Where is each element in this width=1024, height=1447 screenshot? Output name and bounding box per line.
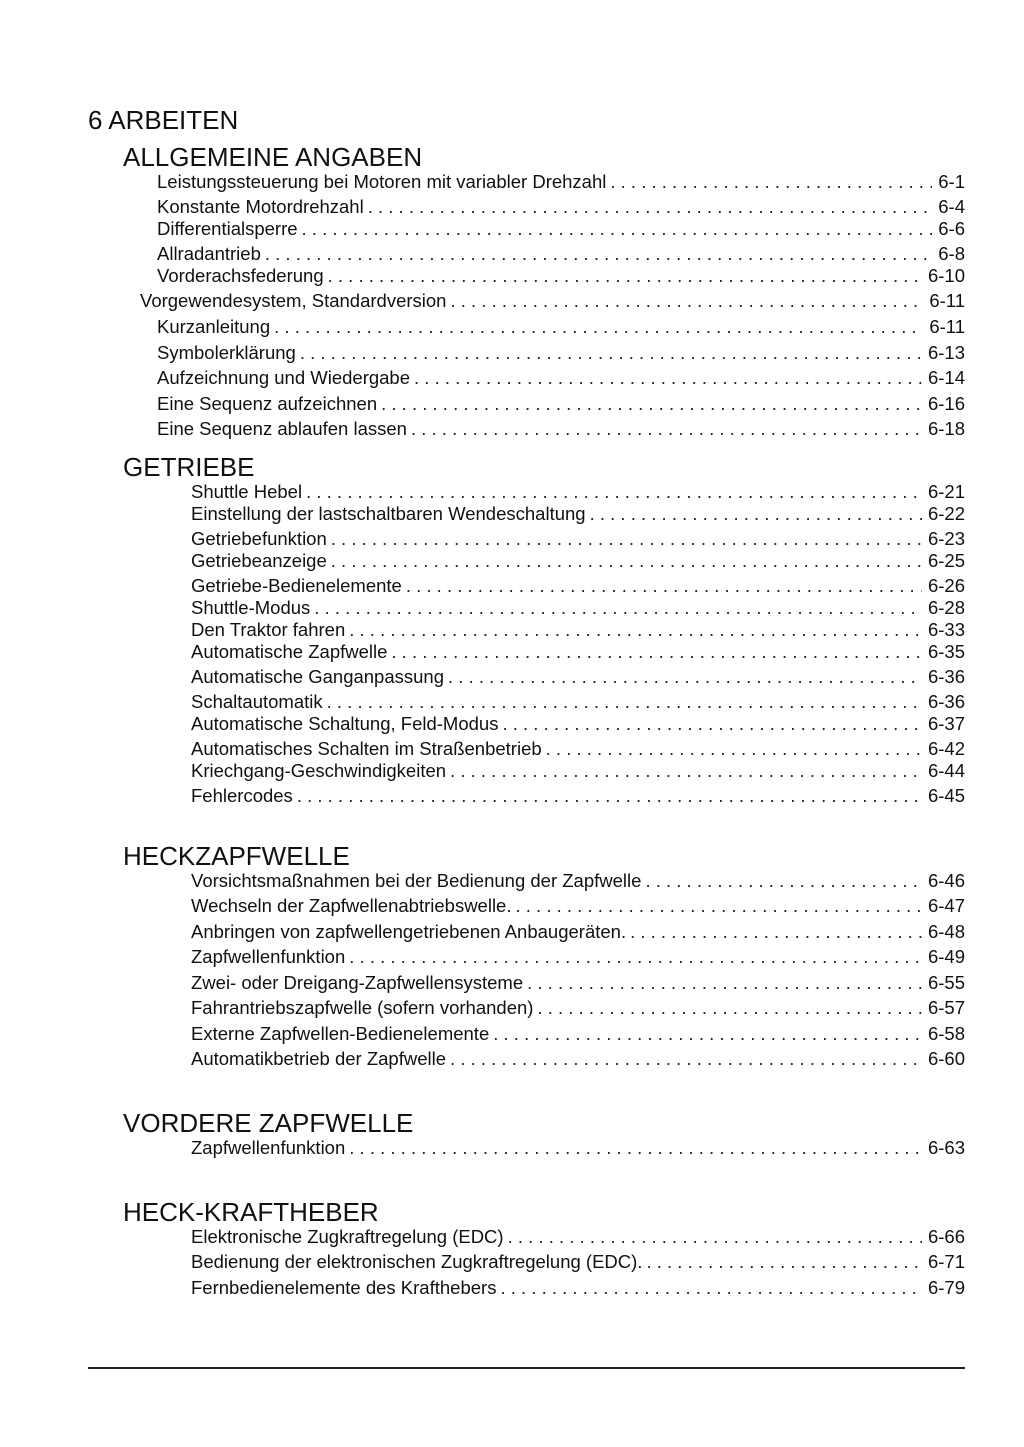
toc-entry[interactable] xyxy=(191,691,965,713)
toc-entry[interactable] xyxy=(191,895,965,917)
dot-leader xyxy=(349,619,922,641)
toc-entry-label: Eine Sequenz ablaufen lassen xyxy=(157,418,407,439)
dot-leader xyxy=(381,393,922,415)
toc-entry[interactable] xyxy=(191,713,965,735)
dot-leader xyxy=(327,691,922,713)
toc-entry-label: Fernbedienelemente des Krafthebers xyxy=(191,1277,497,1298)
toc-entry-page: 6-23 xyxy=(927,528,965,549)
dot-leader xyxy=(349,946,922,968)
toc-entry-page: 6-49 xyxy=(927,946,965,967)
toc-entry-page: 6-11 xyxy=(929,290,965,311)
toc-entry[interactable] xyxy=(191,619,965,641)
dot-leader xyxy=(450,290,923,312)
toc-entry-page: 6-58 xyxy=(927,1023,965,1044)
toc-entry[interactable] xyxy=(191,972,965,994)
toc-entry-page: 6-14 xyxy=(927,367,965,388)
toc-entry-label: Zwei- oder Dreigang-Zapfwellensysteme xyxy=(191,972,524,993)
dot-leader xyxy=(646,1251,922,1273)
toc-entry-label: Kriechgang-Geschwindigkeiten xyxy=(191,760,447,781)
toc-entry-label: Eine Sequenz aufzeichnen xyxy=(157,393,378,414)
toc-entry-label: Anbringen von zapfwellengetriebenen Anbaugeräten. xyxy=(191,921,627,942)
toc-entry[interactable] xyxy=(191,870,965,892)
toc-entry-page: 6-16 xyxy=(927,393,965,414)
toc-entry-label: Automatisches Schalten im Straßenbetrieb xyxy=(191,738,542,759)
dot-leader xyxy=(265,243,932,265)
dot-leader xyxy=(610,171,932,193)
dot-leader xyxy=(448,666,922,688)
dot-leader xyxy=(590,503,922,525)
toc-entry-label: Bedienung der elektronischen Zugkraftregelung (EDC). xyxy=(191,1251,643,1272)
toc-entry-label: Leistungssteuerung bei Motoren mit variabler Drehzahl xyxy=(157,171,607,192)
toc-entry-label: Vorderachsfederung xyxy=(157,265,324,286)
toc-entry-page: 6-45 xyxy=(927,785,965,806)
toc-entry-page: 6-6 xyxy=(938,218,965,239)
toc-entry-page: 6-60 xyxy=(927,1048,965,1069)
toc-entry[interactable] xyxy=(191,597,965,619)
toc-entry[interactable] xyxy=(191,1251,965,1273)
toc-entry-page: 6-63 xyxy=(927,1137,965,1158)
dot-leader xyxy=(500,1277,922,1299)
dot-leader xyxy=(493,1023,922,1045)
toc-entry-page: 6-55 xyxy=(927,972,965,993)
dot-leader xyxy=(331,550,922,572)
toc-entry-page: 6-1 xyxy=(938,171,965,192)
toc-entry[interactable] xyxy=(191,1226,965,1248)
toc-entry[interactable] xyxy=(157,316,965,338)
dot-leader xyxy=(391,641,922,663)
toc-entry[interactable] xyxy=(191,481,965,503)
toc-entry-page: 6-57 xyxy=(927,997,965,1018)
toc-entry-label: Getriebefunktion xyxy=(191,528,327,549)
section-title: HECK-KRAFTHEBER xyxy=(123,1197,379,1227)
toc-entry-label: Den Traktor fahren xyxy=(191,619,346,640)
dot-leader xyxy=(328,265,922,287)
toc-entry[interactable] xyxy=(191,1277,965,1299)
dot-leader xyxy=(274,316,923,338)
toc-entry-label: Symbolerklärung xyxy=(157,342,296,363)
toc-entry-page: 6-18 xyxy=(927,418,965,439)
dot-leader xyxy=(508,1226,922,1248)
toc-entry-page: 6-46 xyxy=(927,870,965,891)
toc-entry-page: 6-28 xyxy=(927,597,965,618)
toc-entry[interactable] xyxy=(157,265,965,287)
toc-entry-label: Vorgewendesystem, Standardversion xyxy=(140,290,447,311)
toc-entry[interactable] xyxy=(191,1137,965,1159)
toc-entry-page: 6-26 xyxy=(927,575,965,596)
toc-entry-page: 6-47 xyxy=(927,895,965,916)
toc-entry[interactable] xyxy=(191,738,965,760)
toc-entry-label: Shuttle Hebel xyxy=(191,481,303,502)
chapter-title: 6 ARBEITEN xyxy=(88,105,239,135)
toc-entry-page: 6-33 xyxy=(927,619,965,640)
section-title: HECKZAPFWELLE xyxy=(123,841,350,871)
toc-entry[interactable] xyxy=(191,666,965,688)
dot-leader xyxy=(314,597,922,619)
dot-leader xyxy=(546,738,922,760)
toc-entry-label: Kurzanleitung xyxy=(157,316,271,337)
toc-entry-label: Zapfwellenfunktion xyxy=(191,946,346,967)
section-title: GETRIEBE xyxy=(123,452,255,482)
dot-leader xyxy=(450,1048,922,1070)
toc-entry-label: Fahrantriebszapfwelle (sofern vorhanden) xyxy=(191,997,534,1018)
dot-leader xyxy=(414,367,922,389)
toc-entry[interactable] xyxy=(191,503,965,525)
toc-entry[interactable] xyxy=(191,1048,965,1070)
toc-entry-label: Aufzeichnung und Wiedergabe xyxy=(157,367,411,388)
toc-entry-label: Konstante Motordrehzahl xyxy=(157,196,364,217)
toc-entry[interactable] xyxy=(191,528,965,550)
dot-leader xyxy=(527,972,922,994)
toc-entry-page: 6-13 xyxy=(927,342,965,363)
toc-entry-label: Wechseln der Zapfwellenabtriebswelle. xyxy=(191,895,512,916)
toc-entry-page: 6-44 xyxy=(927,760,965,781)
toc-entry-label: Allradantrieb xyxy=(157,243,261,264)
toc-entry-label: Elektronische Zugkraftregelung (EDC) xyxy=(191,1226,504,1247)
toc-entry-label: Shuttle-Modus xyxy=(191,597,311,618)
footer-rule xyxy=(88,1367,965,1369)
toc-entry-page: 6-79 xyxy=(927,1277,965,1298)
toc-entry[interactable] xyxy=(191,641,965,663)
toc-entry-label: Fehlercodes xyxy=(191,785,293,806)
dot-leader xyxy=(450,760,922,782)
dot-leader xyxy=(306,481,922,503)
dot-leader xyxy=(630,921,922,943)
toc-entry-page: 6-21 xyxy=(927,481,965,502)
toc-entry-label: Automatische Ganganpassung xyxy=(191,666,445,687)
toc-entry-label: Externe Zapfwellen-Bedienelemente xyxy=(191,1023,490,1044)
toc-entry[interactable] xyxy=(191,760,965,782)
toc-entry[interactable] xyxy=(191,575,965,597)
toc-entry[interactable] xyxy=(191,1023,965,1045)
toc-entry-label: Schaltautomatik xyxy=(191,691,323,712)
dot-leader xyxy=(300,342,922,364)
dot-leader xyxy=(368,196,933,218)
section-title: VORDERE ZAPFWELLE xyxy=(123,1108,414,1138)
toc-entry-label: Automatische Schaltung, Feld-Modus xyxy=(191,713,499,734)
toc-entry-page: 6-66 xyxy=(927,1226,965,1247)
toc-entry-page: 6-8 xyxy=(938,243,965,264)
toc-entry-label: Getriebe-Bedienelemente xyxy=(191,575,402,596)
dot-leader xyxy=(297,785,922,807)
dot-leader xyxy=(645,870,922,892)
toc-entry[interactable] xyxy=(157,367,965,389)
toc-entry-page: 6-37 xyxy=(927,713,965,734)
toc-entry-page: 6-35 xyxy=(927,641,965,662)
toc-entry[interactable] xyxy=(157,218,965,240)
toc-entry-page: 6-22 xyxy=(927,503,965,524)
toc-entry-page: 6-4 xyxy=(938,196,965,217)
toc-entry-page: 6-36 xyxy=(927,691,965,712)
dot-leader xyxy=(516,895,922,917)
toc-entry-label: Vorsichtsmaßnahmen bei der Bedienung der Zapfwelle xyxy=(191,870,642,891)
dot-leader xyxy=(411,418,922,440)
toc-entry[interactable] xyxy=(157,171,965,193)
toc-entry[interactable] xyxy=(140,290,965,312)
toc-entry[interactable] xyxy=(157,342,965,364)
toc-entry-page: 6-25 xyxy=(927,550,965,571)
toc-entry[interactable] xyxy=(157,393,965,415)
toc-entry-label: Differentialsperre xyxy=(157,218,298,239)
dot-leader xyxy=(502,713,922,735)
dot-leader xyxy=(349,1137,922,1159)
toc-entry[interactable] xyxy=(191,921,965,943)
dot-leader xyxy=(406,575,922,597)
toc-entry[interactable] xyxy=(191,550,965,572)
toc-entry-page: 6-11 xyxy=(929,316,965,337)
toc-entry-label: Automatikbetrieb der Zapfwelle xyxy=(191,1048,447,1069)
toc-entry-label: Getriebeanzeige xyxy=(191,550,327,571)
toc-entry-label: Automatische Zapfwelle xyxy=(191,641,388,662)
toc-entry[interactable] xyxy=(191,946,965,968)
toc-entry-page: 6-71 xyxy=(927,1251,965,1272)
dot-leader xyxy=(331,528,922,550)
toc-entry[interactable] xyxy=(157,243,965,265)
section-title: ALLGEMEINE ANGABEN xyxy=(123,142,423,172)
toc-entry-page: 6-42 xyxy=(927,738,965,759)
toc-entry[interactable] xyxy=(157,196,965,218)
toc-entry-label: Einstellung der lastschaltbaren Wendeschaltung xyxy=(191,503,586,524)
toc-entry-page: 6-10 xyxy=(927,265,965,286)
toc-entry-label: Zapfwellenfunktion xyxy=(191,1137,346,1158)
toc-entry[interactable] xyxy=(191,997,965,1019)
toc-entry-page: 6-48 xyxy=(927,921,965,942)
toc-entry[interactable] xyxy=(191,785,965,807)
toc-entry-page: 6-36 xyxy=(927,666,965,687)
dot-leader xyxy=(537,997,922,1019)
toc-entry[interactable] xyxy=(157,418,965,440)
dot-leader xyxy=(302,218,933,240)
